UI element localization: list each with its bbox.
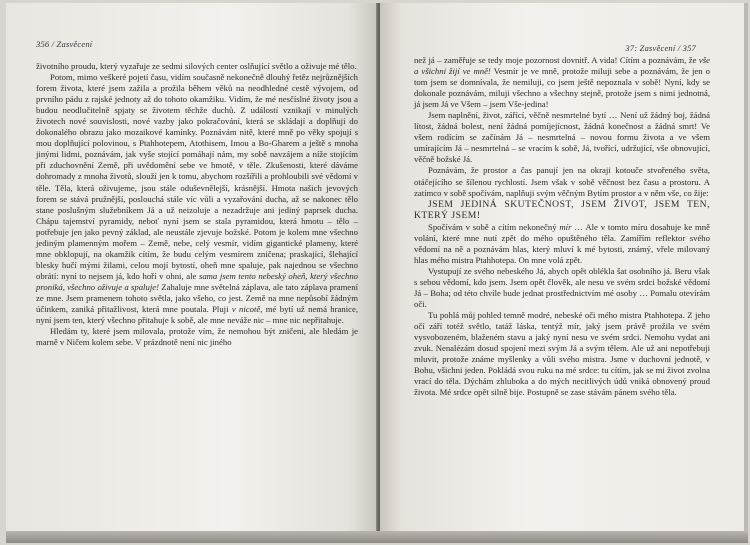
left-page <box>6 3 379 533</box>
open-book <box>6 3 748 543</box>
paragraph: Vystupují ze svého nebeského Já, abych opět oblékla šat osobního já. Beru však s sebou vědomí, kdo jsem. Jsem opět člověk, ale nesu ve svém srdci božské vědomí Já – Boha; od této chvíle bude jednat prostřednictvím mé osoby … Pomalu otevírám oči. <box>414 265 710 309</box>
right-page <box>380 3 744 533</box>
paragraph: Poznávám, že prostor a čas panují jen na okraji kotouče stvořeného světa, otáčejícího se šílenou rychlostí. Jsem však v sobě věčnost bez času a prostoru. A zatímco v sobě spočívám, naplňuji svým věčným Bytím prostor a v něm vše, co žije: <box>414 165 710 198</box>
left-page-header: 356 / Zasvěcení <box>36 39 93 49</box>
right-page-header: 37: Zasvěcení / 357 <box>625 43 696 53</box>
paragraph: Jsem naplnění, život, zářící, věčně nesmrtelné bytí … Není už žádný boj, žádná lítost, žádná bolest, není žádná pomíjejícnost, žádná konečnost a žádná smrt! Ve všem rodícím se začínám Já – nesmrtelná – novou formu života a ve všem umírajícím Já – nesmrtelná – se vracím k sobě, Já, tvořící, udržující, vše obnovující, věčně božské Já. <box>414 110 710 165</box>
paragraph: Tu pohlá můj pohled temně modré, nebeské oči mého mistra Ptahhotepa. Z jeho očí září totéž světlo, tatáž láska, tentýž mír, jaký jsem právě prožila ve svém vysvobozeném, blaženém stavu a jaký nyní nesu ve svém srdci. Nemohu vydat ani zvuk. Nenalézám dosud spojení mezi svým Já a svým tělem. Ale už ani nepotřebuji mluvit, protože známe myšlenky a vůli svého mistra. Jsme v duchovní jednotě, v Bohu, všichni jeden. Pokládá svou ruku na mé srdce: tu cítím, jak se mi život zvolna vrací do těla. Dýchám zhluboka a do mých necitlivých údů vniká obnovený proud života. Mé srdce opět silně bije. Postupně se zase stávám pánem svého těla. <box>414 309 710 398</box>
paragraph: než já – zaměřuje se tedy moje pozornost dovnitř. A vida! Cítím a poznávám, že vše a všichni žijí ve mně! Vesmír je ve mně, protože miluji sebe a poznávám, že jen o tom jsem se domnívala, že nemiluji, co jsem ještě nepoznala v sobě! Nyní, kdy se dokonale poznávám, miluji všechno a všechny stejně, protože jsem s nimi jednotná, já jsem Já ve Všem – jsem Vše-jedina! <box>414 55 710 110</box>
paragraph: životního proudu, který vyzařuje ze sedmi silových center oslňující světlo a oživuje mé tělo. <box>36 61 357 71</box>
right-page-body <box>414 55 710 398</box>
paragraph: Hledám ty, které jsem milovala, protože vím, že nemohou být zničeni, ale hledám je marně v Ničem kolem sebe. V prázdnotě není nic jiného <box>36 326 358 348</box>
page-edges <box>6 531 748 543</box>
left-page-body <box>36 61 358 348</box>
paragraph: Potom, mimo veškeré pojetí času, vidím současně nekonečně dlouhý řetěz nejrůznějších forem života, které jsem zažila a prožila během věků na neodhledné cestě vývojem, od prvního pádu z rajské jednoty až do tohoto okamžiku. Vidím, že mé nesčíslné životy jsou a budou neodlučitelně spjaty se životem těchže duchů. Z událostí vznikají v minulých životech nové souvislosti, nové vazby jako pokračování, která se skládají a doplňují do dokonalého obrazu jako mozaikové kamínky. Poznávám nitě, které mně po věky spojují s mou doplňující polovinou, s Ptahhotepem, Atothisem, Imou a Bo-Gharem a ještě s mnoha jinými lidmi, poznávám, jak vyše stojící pomáhají nám, my sobě navzájem a níže stojícím při zduchovnění Země, při uvědomění sebe ve hmotě, v těle. Zkušenosti, které dáváme dohromady z mnoha životů, slouží jen k tomu, abychom rozšířili a prohloubili své vědomí v těle. Těla, která oživujeme, jsou stále oduševnělejší, krásnější. Hmota našich jevových forem se stává pružnější, poslouchá stále víc vůli a vyzařování ducha, až se nakonec tělo stane poslušným služebníkem Já a už neizoluje a nezadržuje ani jediný paprsek ducha. Chápu tajemství pyramidy, neboť nyní jsem se stala pyramidou, která hmotu – tělo – potřebuje jen jako pevný základ, ale neustále zjevuje božské. Potom je kolem mne všechno jediným plamenným mořem – Země, nebe, celý vesmír, vidím gigantické plameny, které mne obklopují, na okamžik cítím, že budu celým vesmírem zničena; praskající, šlehající blesky hučí mými žilami, celou mojí bytostí, oheň mne spaluje, pak najednou se všechno obrátí: nyní to nejsem já, kdo hoří v ohni, ale sama jsem tento nebeský oheň, který všechno proniká, všechno oživuje a spaluje! Zahaluje mne světelná záplava, ale tato záplava pramení ze mne. Jsem pramenem tohoto světla, jako všeho, co jest. Země na mne nepůsobí žádným účinkem, zaniká přitažlivost, která mne poutala. Pluji v nicotě, mé bytí už nemá hranice, nyní jsem ten, který všechno přitahuje k sobě, ale mne neváže nic – mne nic nepřitahuje. <box>36 72 359 326</box>
affirmation-heading: JSEM JEDINÁ SKUTEČNOST, JSEM ŽIVOT, JSEM TEN, KTERÝ JSEM! <box>414 198 710 222</box>
paragraph: Spočívám v sobě a cítím nekonečný mír … Ale v tomto míru dosahuje ke mně volání, které mne nutí zpět do mého opuštěného těla. Zamířím reflektor svého vědomí na ně a poznávám hlas, který mluví k mé bytosti, známý, vřele milovaný hlas mého mistra Ptahhotepa. On mne volá zpět. <box>414 221 710 265</box>
